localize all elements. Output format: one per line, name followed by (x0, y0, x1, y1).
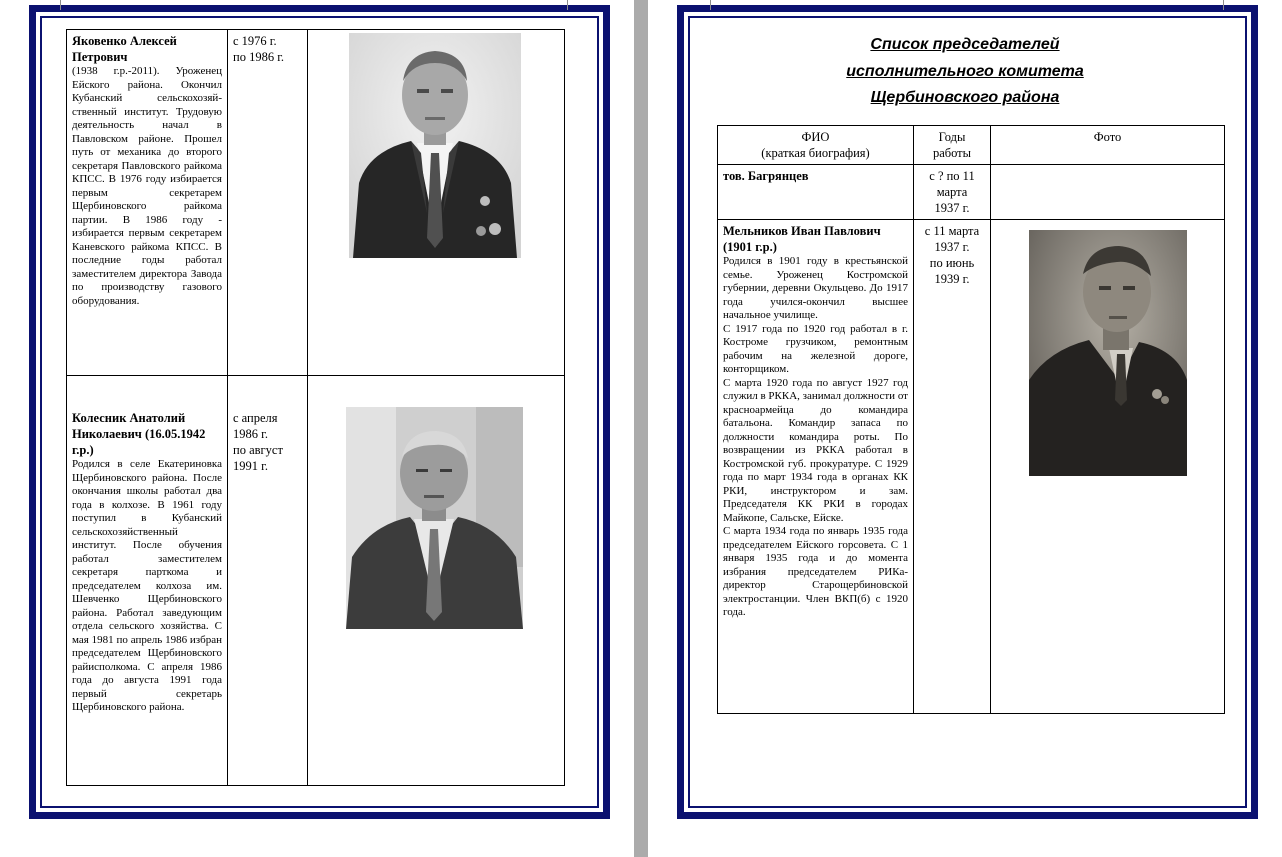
photo-cell (991, 165, 1225, 220)
person-name: тов. Багрянцев (723, 169, 809, 183)
table-header-row (718, 126, 1225, 165)
document-page-right (648, 0, 1282, 857)
document-page-left (0, 0, 634, 857)
title-line: Щербиновского района (870, 89, 1060, 106)
portrait-photo (349, 33, 521, 258)
table-row (718, 165, 1225, 220)
person-biography: Родился в селе Екатериновка Щербиновского района. После окончания школы работал два года в колхозе. В 1961 году поступил в Кубанский сельскохозяйственный институт. После обучения работал заместителем секретаря парткома и председателем колхоза им. Шевченко Щербиновского района. Работал заведующим отдела сельского хозяйства. С мая 1981 по апрель 1986 избран председателем Щербиновского райисполкома. С апреля 1986 года до августа 1991 года первый секретарь Щербиновского района. (72, 458, 222, 713)
years-cell (228, 376, 308, 786)
person-name: Мельников Иван Павлович (1901 г.р.) (723, 224, 881, 254)
years-of-work: с 11 марта 1937 г. по июнь 1939 г. (924, 224, 980, 286)
page-margin-marker (710, 0, 711, 10)
title-line: Список председателей (870, 36, 1060, 53)
portrait-photo (346, 407, 523, 629)
fio-cell (67, 376, 228, 786)
years-cell (914, 165, 991, 220)
portrait-photo (1029, 230, 1187, 476)
fio-cell (718, 220, 914, 714)
fio-cell (67, 30, 228, 376)
document-title (648, 32, 1282, 112)
person-biography: (1938 г.р.-2011). Уроженец Ейского района. Окончил Кубанский сельскохозяй-ственный институт. Трудовую деятельность начал в Павловском районе. Прошел путь от механика до второго секретаря Павловского райкома КПСС. В 1976 году избирается первым секретарем Щербиновского райкома партии. В 1986 году - избирается первым секретарем Каневского райкома КПСС. В последние годы работал заместителем директора Завода по производству газового оборудования. (72, 65, 222, 307)
years-of-work: с апреля 1986 г. по август 1991 г. (233, 411, 283, 473)
person-name: Колесник Анатолий Николаевич (16.05.1942 г.р.) (72, 411, 206, 457)
person-name: Яковенко Алексей Петрович (72, 34, 177, 64)
page-margin-marker (1223, 0, 1224, 10)
header-photo: Фото (991, 126, 1225, 165)
page-margin-marker (60, 0, 61, 10)
years-cell (914, 220, 991, 714)
page-margin-marker (567, 0, 568, 10)
header-fio: ФИО (краткая биография) (718, 126, 914, 165)
person-biography: Родился в 1901 году в крестьянской семье. Уроженец Костромской губернии, деревни Окульцево. До 1917 года учился-окончил высшее начальное училище. С 1917 года по 1920 год работал в г. Костроме грузчиком, ремонтным рабочим на железной дороге, конторщиком. С марта 1920 года по август 1927 год служил в РККА, занимал должности от красноармейца до командира батальона. Командир запаса по должности командира роты. По возвращении из РККА работал в Костромской губ. прокуратуре. С 1929 года по март 1934 года в органах КК РКИ, инструктором и зам. Председателя КК РКИ в городах Майкопе, Сальске, Ейске. С марта 1934 года по январь 1935 года председателем Ейского горсовета. С 1 января 1935 года и до момента избрания председателем РИКа- директор Старощербиновской электростанции. Член ВКП(б) с 1920 года. (723, 255, 908, 618)
years-cell (228, 30, 308, 376)
title-line: исполнительного комитета (846, 62, 1084, 80)
header-years: Годы работы (914, 126, 991, 165)
fio-cell (718, 165, 914, 220)
years-of-work: с ? по 11 марта 1937 г. (929, 169, 975, 215)
years-of-work: с 1976 г. по 1986 г. (233, 34, 285, 64)
